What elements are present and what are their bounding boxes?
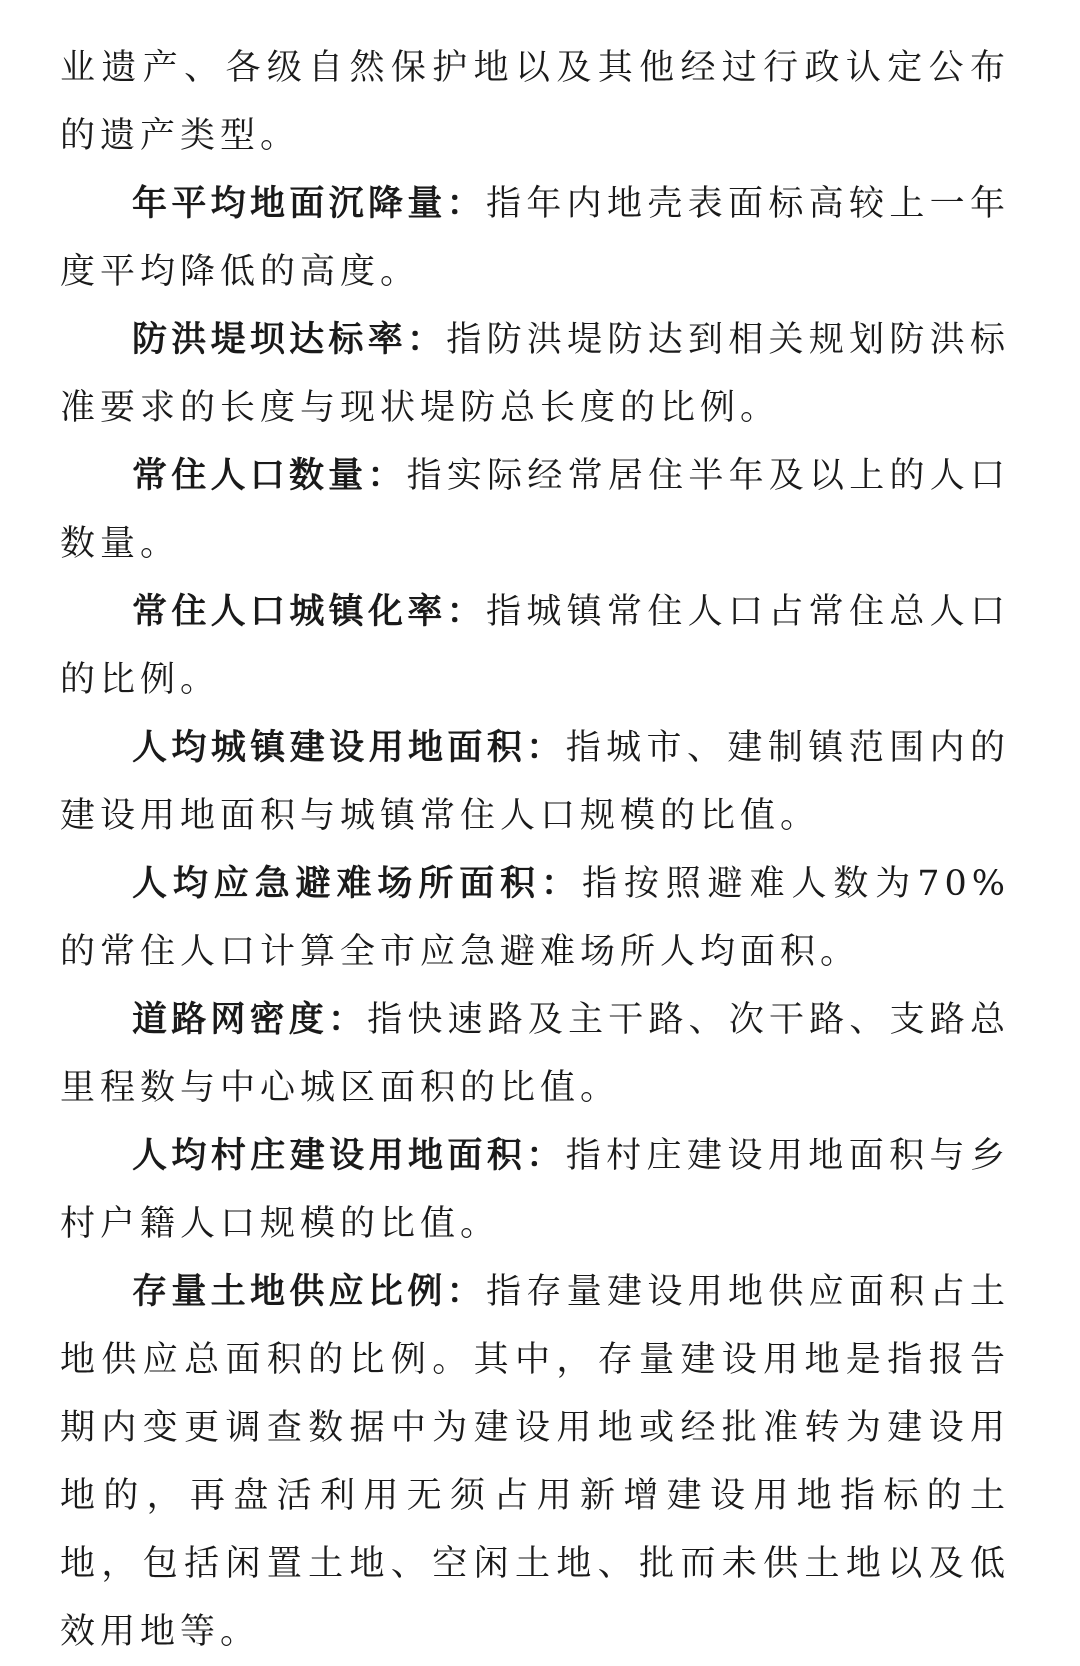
paragraph-village-land-per-capita — [60, 1122, 1010, 1258]
term-label: 存量土地供应比例： — [132, 1272, 486, 1312]
paragraph-body: 业遗产、各级自然保护地以及其他经过行政认定公布的遗产类型。 — [60, 48, 1010, 156]
term-label: 常住人口城镇化率： — [132, 592, 486, 632]
term-definition: 指城市、建制镇范围内的建设用地面积与城镇常住人口规模的比值。 — [60, 728, 1010, 836]
paragraph-resident-population — [60, 442, 1010, 578]
term-label: 人均城镇建设用地面积： — [132, 728, 566, 768]
term-definition: 指存量建设用地供应面积占土地供应总面积的比例。其中，存量建设用地是指报告期内变更调查数据中为建设用地或经批准转为建设用地的，再盘活利用无须占用新增建设用地指标的土地，包括闲置土地、空闲土地、批而未供土地以及低效用地等。 — [60, 1272, 1010, 1652]
term-label: 人均村庄建设用地面积： — [132, 1136, 566, 1176]
term-label: 年平均地面沉降量： — [132, 184, 486, 224]
term-definition: 指村庄建设用地面积与乡村户籍人口规模的比值。 — [60, 1136, 1010, 1244]
term-label: 防洪堤坝达标率： — [132, 320, 447, 360]
term-definition: 指实际经常居住半年及以上的人口数量。 — [60, 456, 1010, 564]
paragraph-flood-levee-rate — [60, 306, 1010, 442]
term-label: 人均应急避难场所面积： — [132, 864, 582, 904]
term-definition: 指城镇常住人口占常住总人口的比例。 — [60, 592, 1010, 700]
term-label: 道路网密度： — [132, 1000, 368, 1040]
paragraph-urbanization-rate — [60, 578, 1010, 714]
paragraph-land-subsidence — [60, 170, 1010, 306]
paragraph-existing-land-supply-ratio — [60, 1258, 1010, 1666]
term-definition: 指年内地壳表面标高较上一年度平均降低的高度。 — [60, 184, 1010, 292]
term-definition: 指快速路及主干路、次干路、支路总里程数与中心城区面积的比值。 — [60, 1000, 1010, 1108]
term-label: 常住人口数量： — [132, 456, 407, 496]
paragraph-heritage-continuation — [60, 34, 1010, 170]
paragraph-road-network-density — [60, 986, 1010, 1122]
term-definition: 指防洪堤防达到相关规划防洪标准要求的长度与现状堤防总长度的比例。 — [60, 320, 1010, 428]
paragraph-urban-land-per-capita — [60, 714, 1010, 850]
paragraph-emergency-shelter-area — [60, 850, 1010, 986]
term-definition: 指按照避难人数为70%的常住人口计算全市应急避难场所人均面积。 — [60, 864, 1010, 972]
